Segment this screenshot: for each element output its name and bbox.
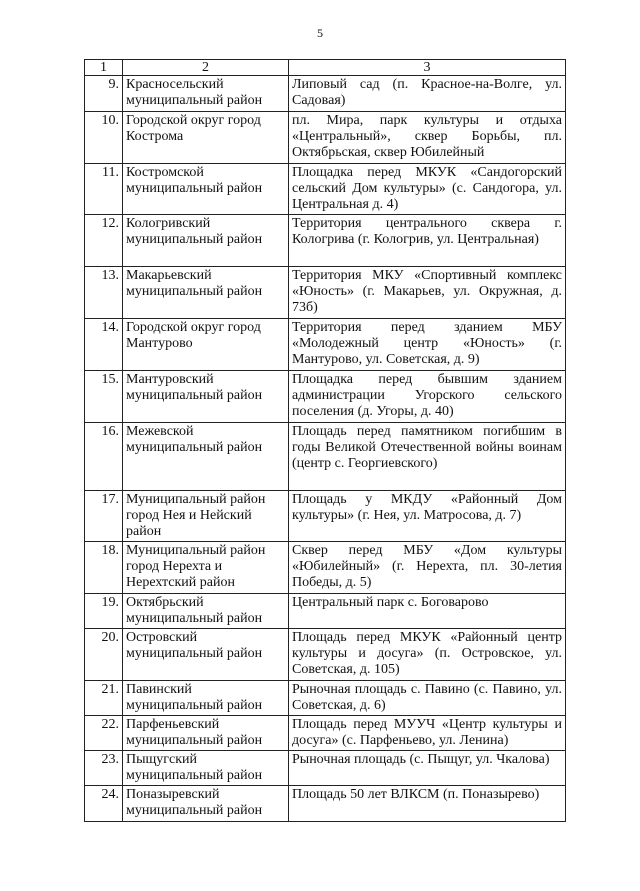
header-col-2: 2: [123, 60, 289, 76]
place-cell: Территория центрального сквера г. Кологрива (г. Кологрив, ул. Центральная): [289, 215, 566, 267]
district-cell: Пыщугский муниципальный район: [123, 751, 289, 786]
row-number: 14.: [85, 319, 123, 371]
district-cell: Муниципальный район город Нея и Нейский район: [123, 491, 289, 542]
table-row: [85, 542, 566, 594]
row-number: 16.: [85, 423, 123, 491]
district-cell: Поназыревский муниципальный район: [123, 786, 289, 822]
district-cell: Красносельский муниципальный район: [123, 76, 289, 112]
place-cell: Центральный парк с. Боговарово: [289, 594, 566, 629]
district-cell: Городской округ город Кострома: [123, 112, 289, 164]
locations-table: [84, 59, 566, 822]
table-row: [85, 629, 566, 681]
row-number: 15.: [85, 371, 123, 423]
table-row: [85, 76, 566, 112]
row-number: 9.: [85, 76, 123, 112]
table-row: [85, 786, 566, 822]
row-number: 23.: [85, 751, 123, 786]
place-cell: Площадка перед МКУК «Сандогорский сельский Дом культуры» (с. Сандогора, ул. Центральная д. 4): [289, 164, 566, 215]
row-number: 11.: [85, 164, 123, 215]
header-col-3: 3: [289, 60, 566, 76]
table-row: [85, 267, 566, 319]
row-number: 24.: [85, 786, 123, 822]
district-cell: Костромской муниципальный район: [123, 164, 289, 215]
table-row: [85, 215, 566, 267]
table-row: [85, 716, 566, 751]
district-cell: Муниципальный район город Нерехта и Нерехтский район: [123, 542, 289, 594]
header-col-1: 1: [85, 60, 123, 76]
table-row: [85, 491, 566, 542]
district-cell: Островский муниципальный район: [123, 629, 289, 681]
place-cell: пл. Мира, парк культуры и отдыха «Центральный», сквер Борьбы, пл. Октябрьская, сквер Юбилейный: [289, 112, 566, 164]
row-number: 12.: [85, 215, 123, 267]
page-number: 5: [317, 26, 323, 40]
row-number: 10.: [85, 112, 123, 164]
row-number: 21.: [85, 681, 123, 716]
place-cell: Липовый сад (п. Красное-на-Волге, ул. Садовая): [289, 76, 566, 112]
row-number: 22.: [85, 716, 123, 751]
district-cell: Кологривский муниципальный район: [123, 215, 289, 267]
place-cell: Площадь перед МУУЧ «Центр культуры и досуга» (с. Парфеньево, ул. Ленина): [289, 716, 566, 751]
place-cell: Рыночная площадь с. Павино (с. Павино, ул. Советская, д. 6): [289, 681, 566, 716]
place-cell: Территория МКУ «Спортивный комплекс «Юность» (г. Макарьев, ул. Окружная, д. 73б): [289, 267, 566, 319]
row-number: 18.: [85, 542, 123, 594]
row-number: 19.: [85, 594, 123, 629]
table-row: [85, 423, 566, 491]
table-row: [85, 594, 566, 629]
table-row: [85, 164, 566, 215]
district-cell: Павинский муниципальный район: [123, 681, 289, 716]
place-cell: Рыночная площадь (с. Пыщуг, ул. Чкалова): [289, 751, 566, 786]
place-cell: Площадь перед МКУК «Районный центр культуры и досуга» (п. Островское, ул. Советская, д. 105): [289, 629, 566, 681]
place-cell: Сквер перед МБУ «Дом культуры «Юбилейный» (г. Нерехта, пл. 30-летия Победы, д. 5): [289, 542, 566, 594]
district-cell: Макарьевский муниципальный район: [123, 267, 289, 319]
table-row: [85, 681, 566, 716]
place-cell: Территория перед зданием МБУ «Молодежный центр «Юность» (г. Мантурово, ул. Советская, д. 9): [289, 319, 566, 371]
district-cell: Межевской муниципальный район: [123, 423, 289, 491]
place-cell: Площадь перед памятником погибшим в годы Великой Отечественной войны воинам (центр с. Георгиевского): [289, 423, 566, 491]
row-number: 20.: [85, 629, 123, 681]
district-cell: Октябрьский муниципальный район: [123, 594, 289, 629]
table-row: [85, 112, 566, 164]
row-number: 17.: [85, 491, 123, 542]
place-cell: Площадка перед бывшим зданием администрации Угорского сельского поселения (д. Угоры, д. 40): [289, 371, 566, 423]
table-row: [85, 371, 566, 423]
place-cell: Площадь у МКДУ «Районный Дом культуры» (г. Нея, ул. Матросова, д. 7): [289, 491, 566, 542]
row-number: 13.: [85, 267, 123, 319]
place-cell: Площадь 50 лет ВЛКСМ (п. Поназырево): [289, 786, 566, 822]
district-cell: Парфеньевский муниципальный район: [123, 716, 289, 751]
district-cell: Городской округ город Мантурово: [123, 319, 289, 371]
table-row: [85, 751, 566, 786]
table-row: [85, 319, 566, 371]
district-cell: Мантуровский муниципальный район: [123, 371, 289, 423]
table-header-row: [85, 60, 566, 76]
